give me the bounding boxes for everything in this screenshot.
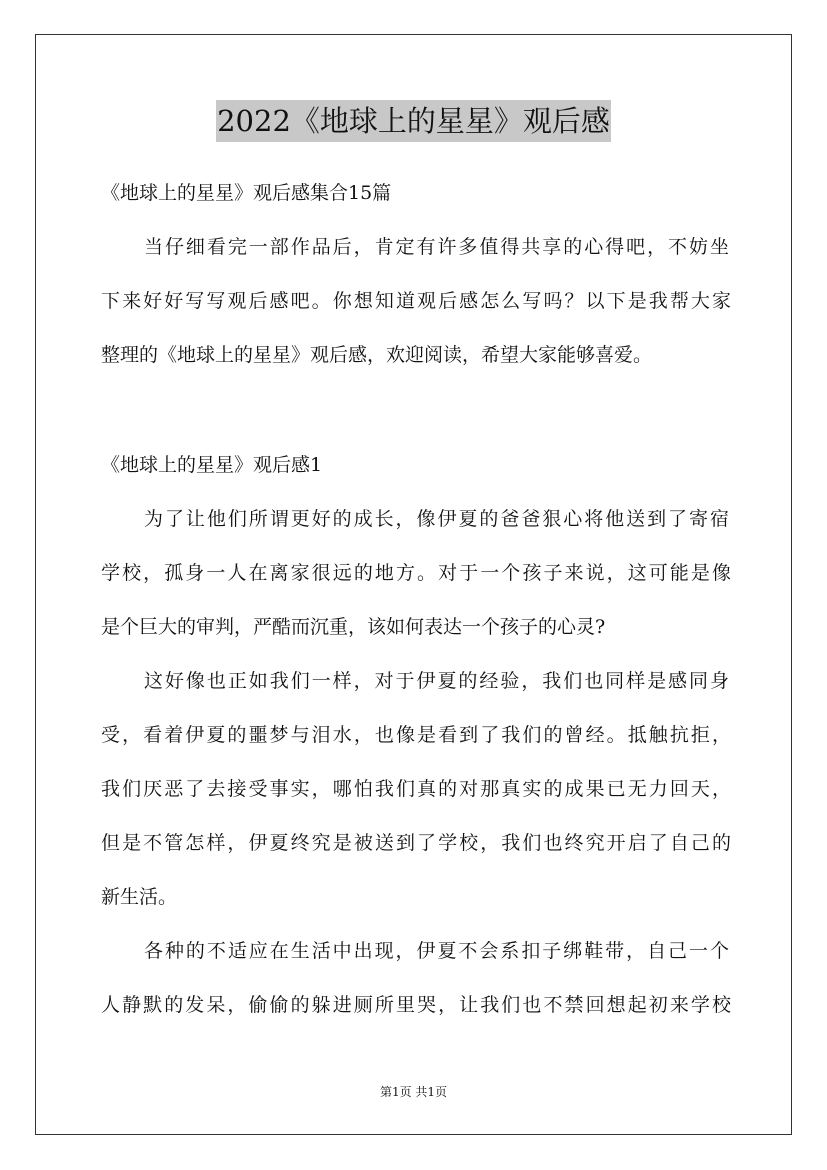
para2-line-5: 新生活。 (101, 886, 178, 908)
title-wrap (0, 100, 827, 142)
para1-line-1: 为了让他们所谓更好的成长，像伊夏的爸爸狠心将他送到了寄宿 (144, 508, 729, 530)
para1-line-2: 学校，孤身一人在离家很远的地方。对于一个孩子来说，这可能是像 (101, 562, 731, 584)
para2-line-1: 这好像也正如我们一样，对于伊夏的经验，我们也同样是感同身 (144, 670, 729, 692)
page-footer: 第1页 共1页 (379, 1085, 448, 1099)
intro-line-2: 下来好好写写观后感吧。你想知道观后感怎么写吗？以下是我帮大家 (101, 290, 731, 312)
para3-line-2: 人静默的发呆，偷偷的躲进厕所里哭，让我们也不禁回想起初来学校 (101, 994, 731, 1016)
intro-line-1: 当仔细看完一部作品后，肯定有许多值得共享的心得吧，不妨坐 (144, 236, 729, 258)
subtitle: 《地球上的星星》观后感集合15篇 (101, 182, 392, 204)
para3-line-1: 各种的不适应在生活中出现，伊夏不会系扣子绑鞋带，自己一个 (144, 940, 729, 962)
intro-line-3: 整理的《地球上的星星》观后感，欢迎阅读，希望大家能够喜爱。 (101, 344, 653, 366)
document-title: 2022《地球上的星星》观后感 (216, 100, 611, 142)
section-heading: 《地球上的星星》观后感1 (101, 454, 323, 476)
para2-line-2: 受，看着伊夏的噩梦与泪水，也像是看到了我们的曾经。抵触抗拒， (101, 724, 731, 746)
para2-line-3: 我们厌恶了去接受事实，哪怕我们真的对那真实的成果已无力回天， (101, 778, 731, 800)
para2-line-4: 但是不管怎样，伊夏终究是被送到了学校，我们也终究开启了自己的 (101, 832, 731, 854)
para1-line-3: 是个巨大的审判，严酷而沉重，该如何表达一个孩子的心灵? (101, 616, 606, 638)
